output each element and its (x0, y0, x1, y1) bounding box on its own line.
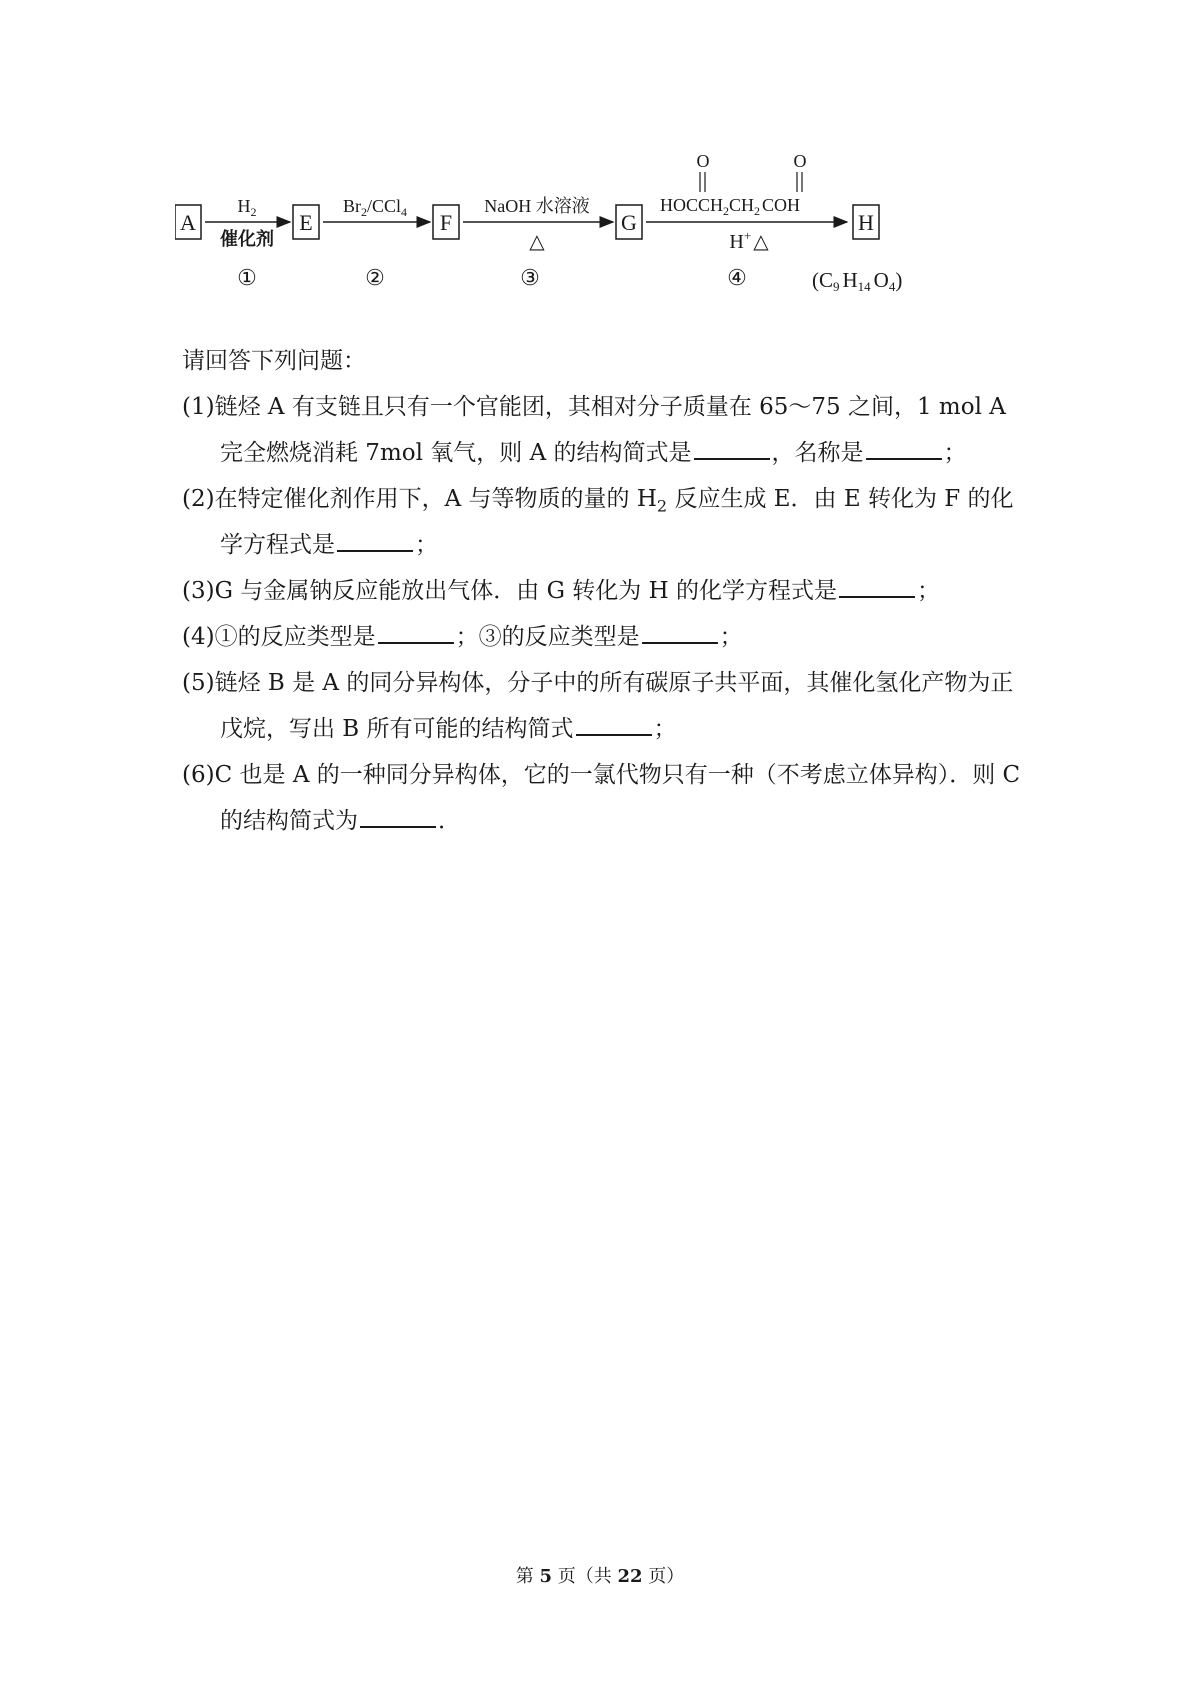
step3-heat: △ (529, 231, 545, 253)
question-number: (4) (182, 624, 215, 650)
footer-middle: 页（共 (552, 1566, 618, 1587)
compound-g: G (621, 210, 637, 235)
compound-e: E (299, 210, 313, 235)
question-text: ，名称是 (771, 440, 864, 466)
step4-reagent: $HOCCH_2CH_2$ COH (660, 195, 801, 218)
question-text: ； (719, 624, 743, 650)
step1-catalyst: 催化剂 (220, 229, 274, 249)
page-footer (0, 1562, 1200, 1588)
intro-text: 请回答下列问题： (182, 348, 366, 374)
step3-reagent: NaOH 水溶液 (484, 196, 590, 216)
question-number: (2) (182, 486, 215, 512)
question-text: ； (943, 440, 967, 466)
question-text: 链烃 A 有支链且只有一个官能团，其相对分子质量在 65～75 之间，1 mol A 完全燃烧消耗 7mol 氧气，则 A 的结构简式是 (214, 394, 1006, 466)
question-number: (5) (182, 670, 215, 696)
step2-number: ② (365, 265, 385, 290)
question-number: (1) (182, 394, 215, 420)
total-page-count: 22 (617, 1566, 643, 1587)
current-page-number: 5 (539, 1566, 552, 1587)
footer-prefix: 第 (515, 1566, 540, 1587)
reaction-scheme (175, 150, 1035, 330)
step1-number: ① (237, 265, 257, 290)
question-content (182, 338, 1032, 844)
answer-blank (694, 434, 770, 460)
step3-number: ③ (520, 265, 540, 290)
question-text: ①的反应类型是 (214, 624, 376, 650)
question-number: (3) (182, 578, 215, 604)
answer-blank (866, 434, 942, 460)
step1-reagent: $H_2$ (237, 196, 257, 219)
question-text: 链烃 B 是 A 的同分异构体，分子中的所有碳原子共平面，其催化氢化产物为正戊烷，写出 B 所有可能的结构简式 (214, 670, 1014, 742)
question-text: ；③的反应类型是 (455, 624, 640, 650)
compound-a: A (180, 210, 196, 235)
answer-blank (337, 526, 413, 552)
step4-number: ④ (727, 265, 747, 290)
answer-blank (642, 618, 718, 644)
compound-h: H (858, 210, 874, 235)
question-1 (182, 384, 1032, 476)
question-text: ； (916, 578, 940, 604)
question-text: ； (415, 532, 438, 558)
carbonyl-oxygen-right: O (793, 151, 807, 171)
question-3 (182, 568, 1032, 614)
compound-h-formula: (C9 H14 O4) (812, 268, 903, 294)
question-6 (182, 752, 1032, 844)
question-2 (182, 476, 1032, 568)
answer-blank (576, 710, 652, 736)
step4-conditions: H+ △ (729, 228, 769, 253)
answer-blank (360, 802, 436, 828)
compound-f: F (439, 210, 453, 235)
question-text: ． (438, 808, 461, 834)
footer-suffix: 页） (642, 1566, 685, 1587)
question-text: G 与金属钠反应能放出气体．由 G 转化为 H 的化学方程式是 (214, 578, 837, 604)
question-text: C 也是 A 的一种同分异构体，它的一氯代物只有一种（不考虑立体异构）．则 C 的结构简式为 (214, 762, 1021, 834)
step2-reagent: $Br_2/CCl_4$ (342, 196, 408, 219)
question-4 (182, 614, 1032, 660)
subscript: 2 (656, 496, 668, 516)
question-text: 在特定催化剂作用下，A 与等物质的量的 H (214, 486, 657, 512)
answer-blank (378, 618, 454, 644)
question-number: (6) (182, 762, 215, 788)
question-text: ； (653, 716, 677, 742)
reaction-scheme-svg (175, 150, 1035, 330)
answer-blank (839, 572, 915, 598)
question-5 (182, 660, 1032, 752)
carbonyl-oxygen-left: O (696, 151, 710, 171)
question-text: 反应生成 E．由 E 转化为 F 的化学方程式是 (220, 486, 1014, 558)
